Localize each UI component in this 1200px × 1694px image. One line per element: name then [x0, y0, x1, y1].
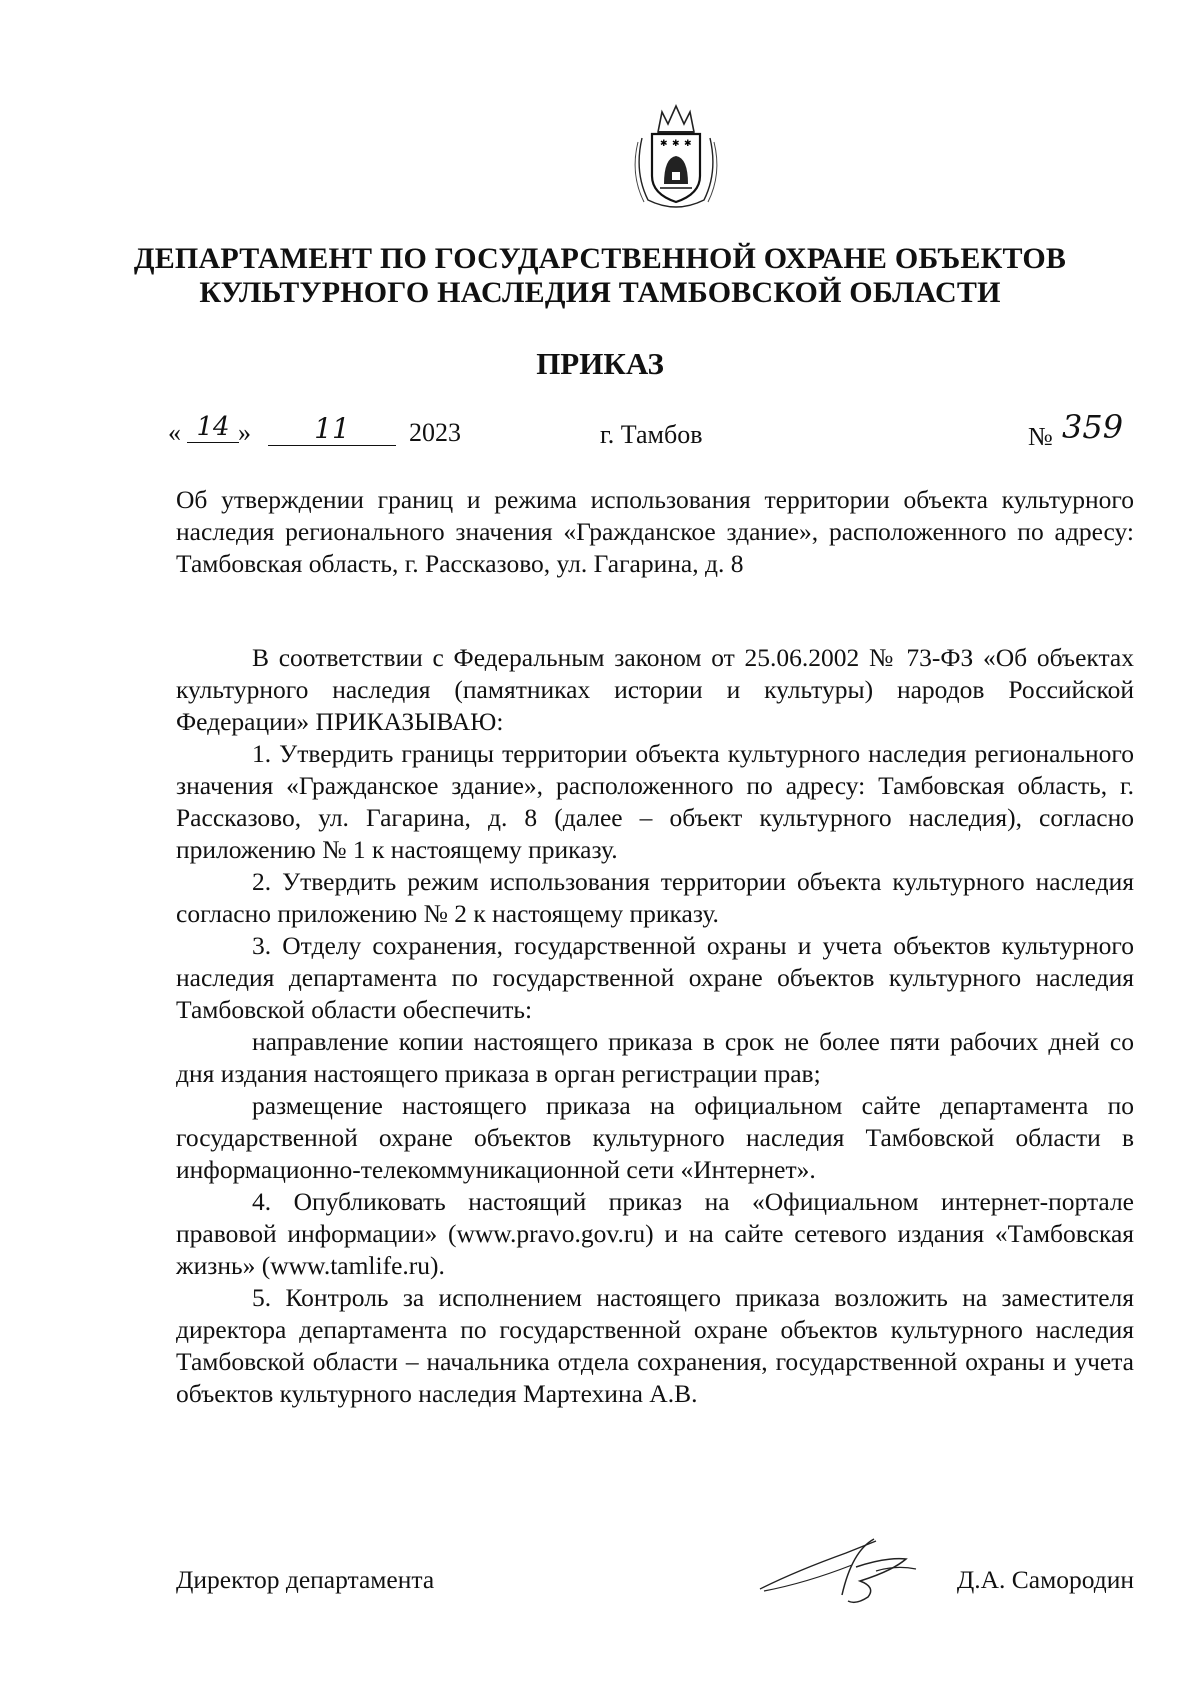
preamble-paragraph: В соответствии с Федеральным законом от 25.06.2002 № 73-ФЗ «Об объектах культурного наследия (памятниках истории и культуры) народов Российской Федерации» ПРИКАЗЫВАЮ:	[176, 643, 1134, 736]
signature-block	[176, 1535, 1134, 1615]
item-2: 2. Утвердить режим использования территории объекта культурного наследия согласно приложению № 2 к настоящему приказу.	[176, 867, 1134, 928]
order-number: 359	[1062, 408, 1124, 446]
coat-of-arms-icon	[628, 102, 724, 214]
order-number-label: №	[1028, 422, 1053, 451]
item-3a: направление копии настоящего приказа в срок не более пяти рабочих дней со дня издания настоящего приказа в орган регистрации прав;	[176, 1027, 1134, 1088]
signer-title: Директор департамента	[176, 1565, 435, 1594]
date-and-number-line	[0, 408, 1200, 458]
item-4: 4. Опубликовать настоящий приказ на «Официальном интернет-портале правовой информации» (www.pravo.gov.ru) и на сайте сетевого издания «Тамбовская жизнь» (www.tamlife.ru).	[176, 1187, 1134, 1280]
item-5: 5. Контроль за исполнением настоящего приказа возложить на заместителя директора департамента по государственной охране объектов культурного наследия Тамбовской области – начальника отдела сохранения, государственной охраны и учета объектов культурного наследия Мартехина А.В.	[176, 1283, 1134, 1408]
subject-text: Об утверждении границ и режима использования территории объекта культурного наследия регионального значения «Гражданское здание», расположенного по адресу: Тамбовская область, г. Рассказово, ул. Гагарина, д. 8	[176, 485, 1134, 578]
order-body	[176, 642, 1134, 1410]
date-month: 11	[268, 412, 396, 446]
handwritten-signature-icon	[756, 1531, 936, 1611]
svg-text:✱: ✱	[672, 139, 680, 149]
date-quote-close: »	[238, 418, 251, 447]
order-subject	[176, 484, 1134, 580]
date-day: 14	[187, 412, 239, 443]
date-year: 2023	[409, 418, 461, 447]
organization-name-line2: КУЛЬТУРНОГО НАСЛЕДИЯ ТАМБОВСКОЙ ОБЛАСТИ	[199, 276, 1001, 309]
item-1: 1. Утвердить границы территории объекта культурного наследия регионального значения «Гражданское здание», расположенного по адресу: Тамбовская область, г. Рассказово, ул. Гагарина, д. 8 (далее – объект культурного наследия), согласно приложению № 1 к настоящему приказу.	[176, 739, 1134, 864]
city-name: г. Тамбов	[600, 420, 703, 449]
item-3b: размещение настоящего приказа на официальном сайте департамента по государственной охране объектов культурного наследия Тамбовской области в информационно-телекоммуникационной сети «Интернет».	[176, 1091, 1134, 1184]
item-3: 3. Отделу сохранения, государственной охраны и учета объектов культурного наследия департамента по государственной охране объектов культурного наследия Тамбовской области обеспечить:	[176, 931, 1134, 1024]
signer-name: Д.А. Самородин	[956, 1565, 1134, 1594]
svg-text:✱: ✱	[684, 139, 692, 149]
svg-text:✱: ✱	[660, 139, 668, 149]
organization-name-line1: ДЕПАРТАМЕНТ ПО ГОСУДАРСТВЕННОЙ ОХРАНЕ ОБЪЕКТОВ	[133, 242, 1067, 275]
document-type-title: ПРИКАЗ	[536, 346, 664, 381]
date-quote-open: «	[168, 418, 181, 447]
